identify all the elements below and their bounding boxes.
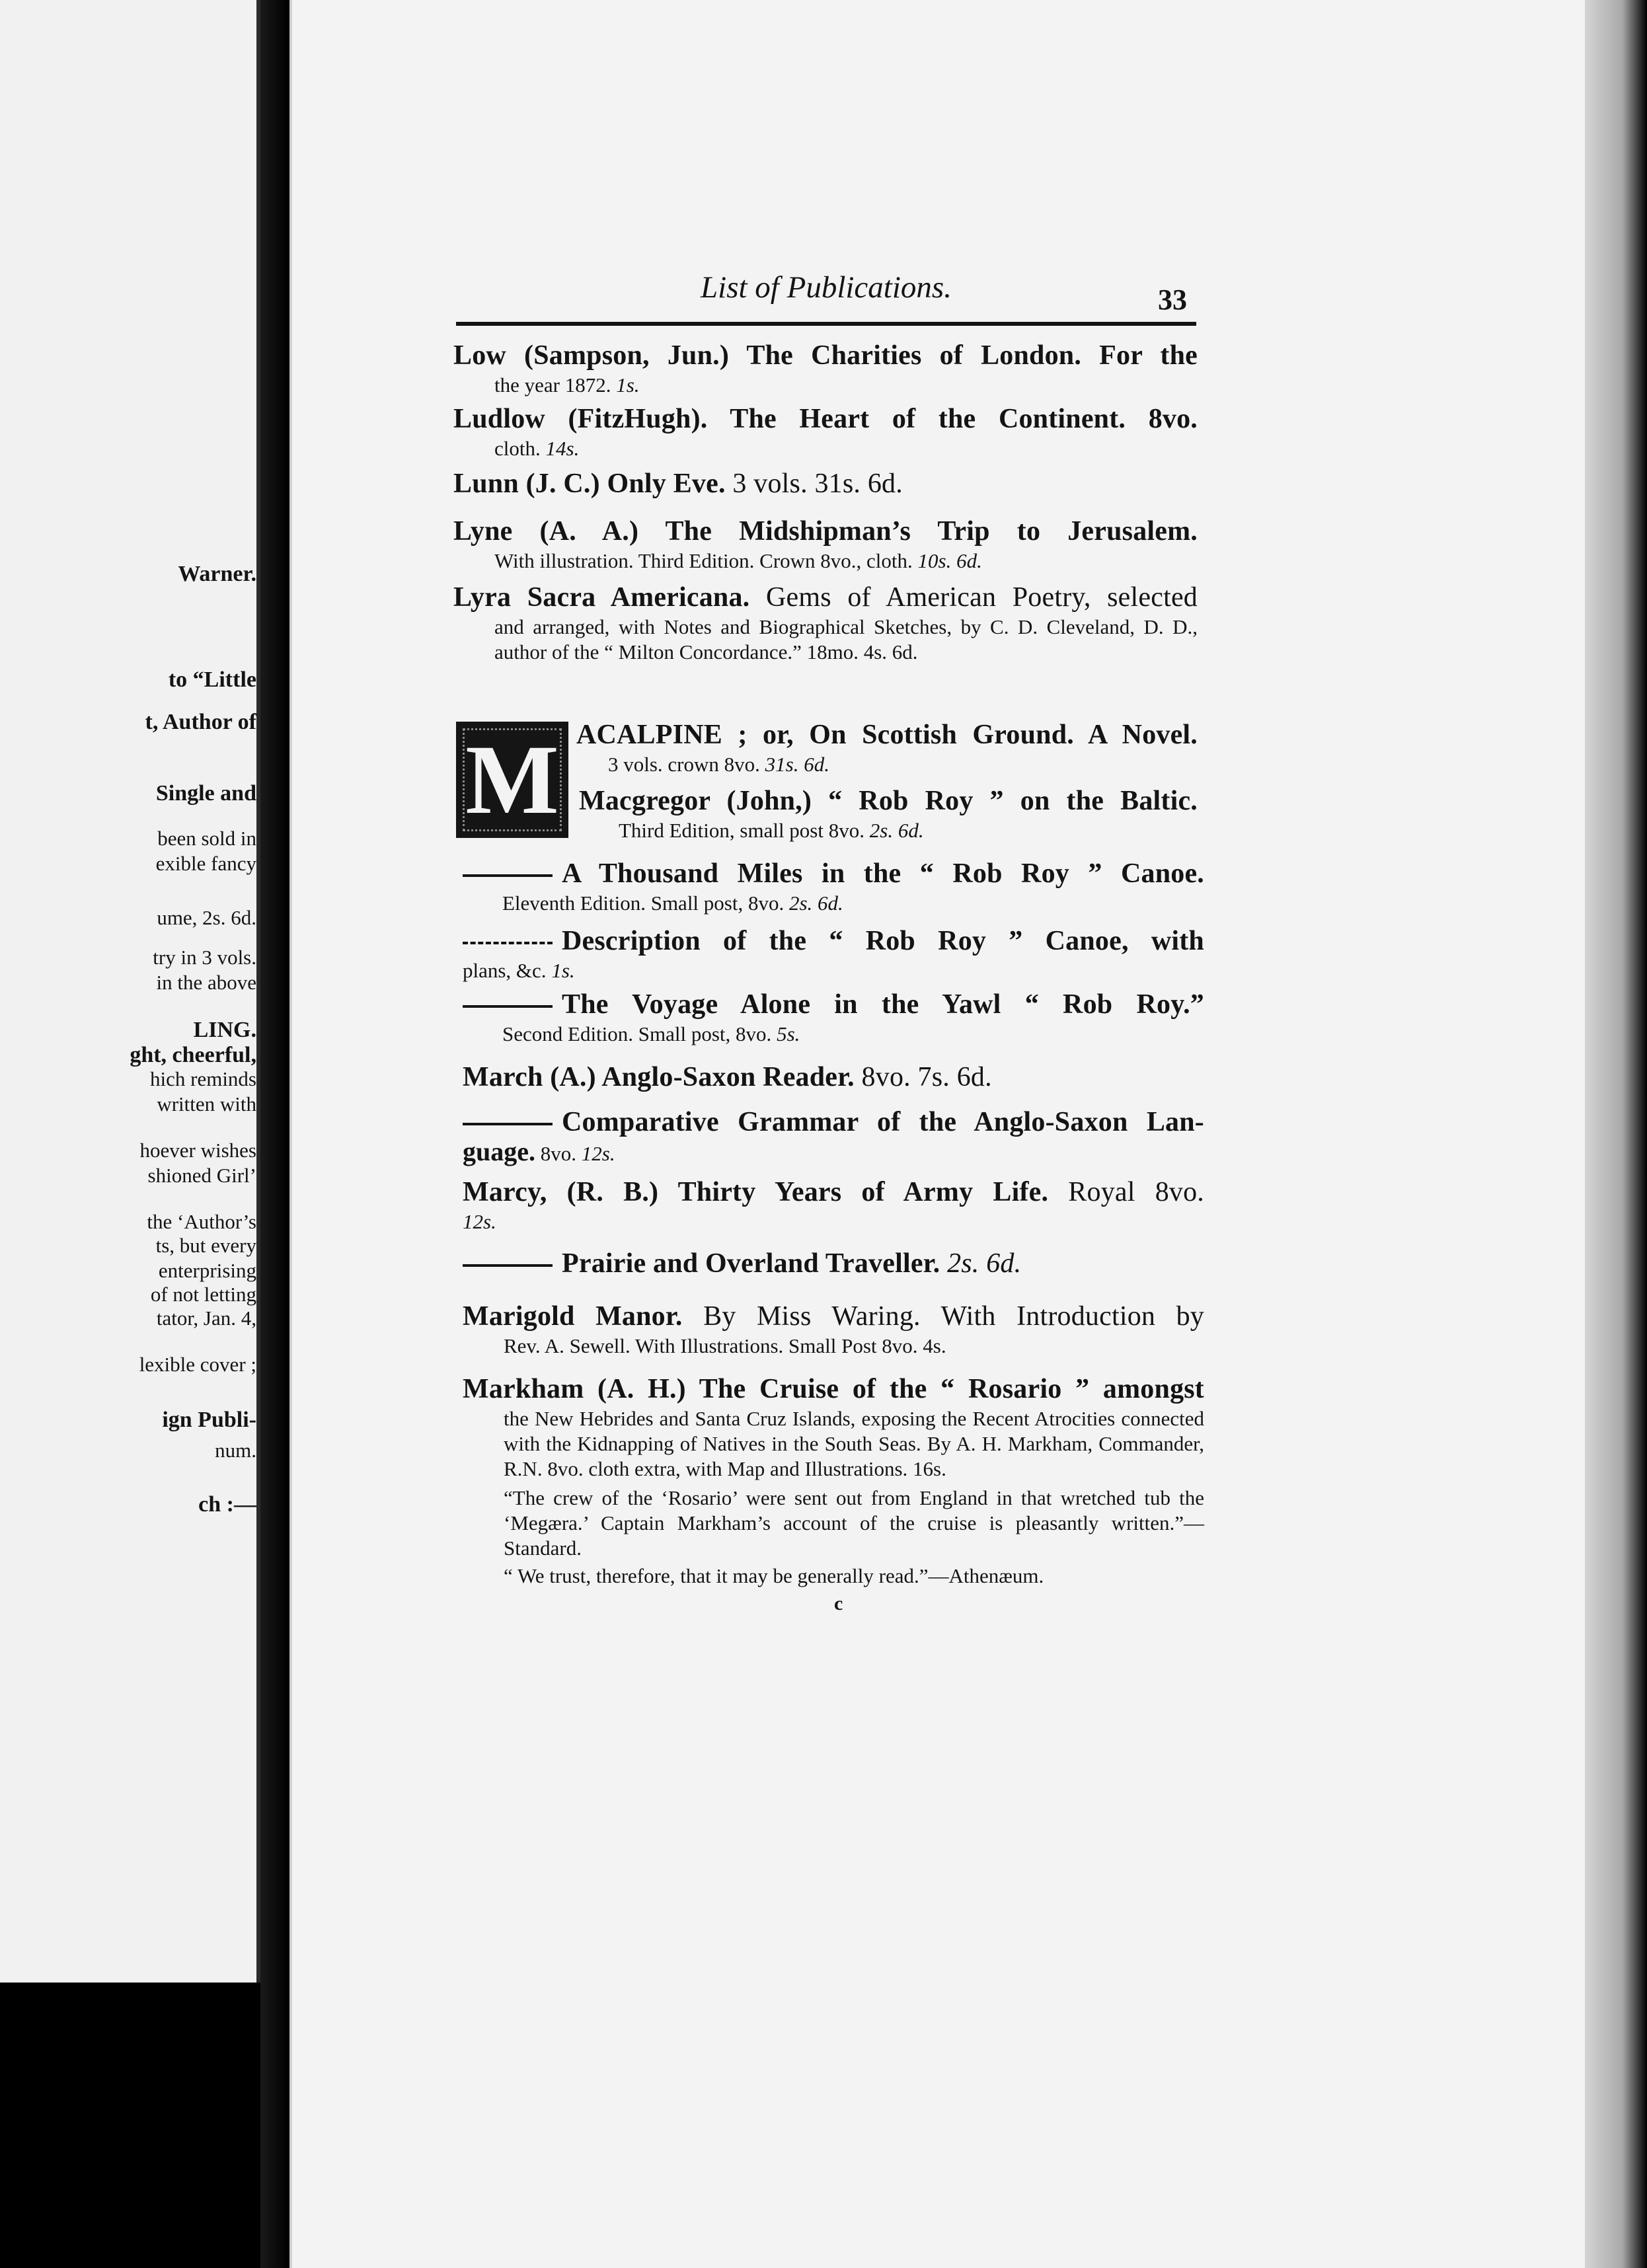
book-gutter [260,0,289,2268]
previous-page-text-fragment: ign Publi- [162,1408,256,1432]
entry-heading: Macgregor (John,) “ Rob Roy ” on the Baltic. [579,786,1198,816]
entry-details: 12s. [463,1210,496,1233]
previous-page-text-fragment: tator, Jan. 4, [156,1306,256,1330]
previous-page-text-fragment: lexible cover ; [139,1353,256,1376]
previous-page-text-fragment: enterprising [158,1259,256,1282]
decorative-initial-m: M [456,722,568,838]
entry-details: cloth. 14s. [494,437,580,460]
previous-page-text-fragment: written with [157,1092,256,1115]
previous-page-text-fragment: ch :— [198,1492,256,1517]
previous-page-text-fragment: exible fancy [155,852,256,875]
previous-page-text-fragment: to “Little [168,667,256,692]
previous-page-text-fragment: t, Author of [145,710,256,734]
entry-prairie [463,1246,1204,1281]
entry-heading: March (A.) Anglo-Saxon Reader. 8vo. 7s. 6d. [463,1062,992,1092]
entry-heading: Comparative Grammar of the Anglo-Saxon Lan- [463,1105,1204,1139]
previous-page-text-fragment: shioned Girl’ [147,1164,256,1187]
ditto-dash [463,942,553,944]
entry-details: guage. 8vo. 12s. [463,1137,615,1166]
entry-comparative-grammar [463,1105,1204,1166]
entry-heading: Ludlow (FitzHugh). The Heart of the Continent. 8vo. [453,404,1198,434]
entry-description: Rev. A. Sewell. With Illustrations. Small Post 8vo. 4s. [504,1334,946,1357]
entry-heading: The Voyage Alone in the Yawl “ Rob Roy.” [463,987,1204,1022]
entry-markham [463,1372,1204,1589]
entry-heading: Markham (A. H.) The Cruise of the “ Rosario ” amongst [463,1374,1204,1404]
previous-page-text-fragment: ght, cheerful, [130,1043,256,1067]
entry-macgregor [579,784,1198,843]
previous-page-text-fragment: hich reminds [150,1067,256,1090]
entry-march [463,1060,1204,1094]
entry-low [453,338,1198,398]
previous-page-text-fragment: Warner. [178,562,256,586]
entry-macalpine [576,718,1198,777]
entry-details: Third Edition, small post 8vo. 2s. 6d. [619,819,924,842]
entry-heading: Lyne (A. A.) The Midshipman’s Trip to Jerusalem. [453,516,1198,547]
signature-mark: c [834,1593,843,1614]
entry-voyage-alone [463,987,1204,1047]
previous-page-text-fragment: LING. [193,1018,256,1042]
entry-details: Eleventh Edition. Small post, 8vo. 2s. 6d. [502,891,843,915]
previous-page-text-fragment: try in 3 vols. [153,946,256,969]
previous-page-text-fragment: ume, 2s. 6d. [157,906,256,929]
entry-lyne [453,514,1198,574]
ditto-dash [463,1264,553,1267]
entry-marigold [463,1299,1204,1359]
previous-page-text-fragment: been sold in [157,827,256,850]
previous-page-text-fragment: Single and [155,781,256,806]
entry-thousand-miles [463,856,1204,916]
entry-heading: Marigold Manor. By Miss Waring. With Introduction by [463,1301,1205,1332]
entry-lunn [453,467,1198,501]
entry-description: and arranged, with Notes and Biographical Sketches, by C. D. Cleveland, D. D., author of the “ Milton Concordance.” 18mo. 4s. 6d. [494,615,1198,663]
page-number: 33 [1158,284,1187,316]
previous-page-text-fragment: ts, but every [155,1234,256,1257]
entry-marcy [463,1175,1204,1234]
running-head: List of Publications. [701,270,952,305]
entry-heading: Description of the “ Rob Roy ” Canoe, with [463,924,1204,958]
entry-heading: Marcy, (R. B.) Thirty Years of Army Life. Royal 8vo. [463,1177,1204,1207]
previous-page-strip [0,0,260,1983]
entry-details: Second Edition. Small post, 8vo. 5s. [502,1022,800,1045]
entry-ludlow [453,402,1198,461]
previous-page-text-fragment: num. [215,1439,256,1462]
review-quote: “The crew of the ‘Rosario’ were sent out from England in that wretched tub the ‘Megæra.’ Captain Markham’s account of the cruise is pleasantly written.”—Standard. [504,1486,1204,1560]
entry-heading: A Thousand Miles in the “ Rob Roy ” Canoe. [463,856,1204,891]
entry-details: the year 1872. 1s. [494,373,640,397]
previous-page-text-fragment: in the above [156,971,256,994]
entry-heading: Lunn (J. C.) Only Eve. 3 vols. 31s. 6d. [453,469,903,499]
entry-details: With illustration. Third Edition. Crown 8vo., cloth. 10s. 6d. [494,549,982,572]
ditto-dash [463,1123,553,1125]
ditto-dash [463,874,553,877]
entry-description: the New Hebrides and Santa Cruz Islands, exposing the Recent Atrocities connected with the Kidnapping of Natives in the South Seas. By A. H. Markham, Commander, R.N. 8vo. cloth extra, with Map and Illustrations. 16s. [504,1407,1204,1480]
ditto-dash [463,1005,553,1008]
review-quote: “ We trust, therefore, that it may be generally read.”—Athenæum. [504,1564,1044,1587]
header-rule [456,322,1196,326]
previous-page-text-fragment: of not letting [150,1283,256,1306]
entry-description-canoe [463,924,1204,983]
entry-details: plans, &c. 1s. [463,959,575,982]
entry-details: 3 vols. crown 8vo. 31s. 6d. [608,753,829,776]
previous-page-text-fragment: hoever wishes [139,1139,256,1162]
previous-page-text-fragment: the ‘Author’s [147,1210,256,1233]
entry-lyra [453,580,1198,665]
entry-heading: Prairie and Overland Traveller. 2s. 6d. [463,1246,1204,1281]
page-edge [1585,0,1647,2268]
entry-heading: Low (Sampson, Jun.) The Charities of London. For the [453,340,1198,371]
entry-heading: Lyra Sacra Americana. Gems of American Poetry, selected [453,582,1198,613]
entry-heading: ACALPINE ; or, On Scottish Ground. A Novel. [576,720,1198,750]
